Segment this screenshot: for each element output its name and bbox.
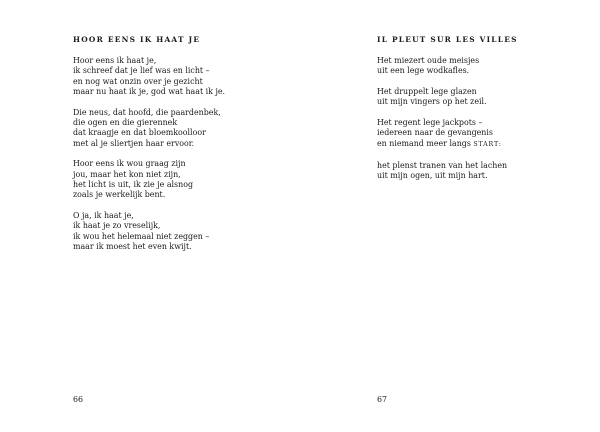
poem-line: uit mijn ogen, uit mijn hart.	[377, 170, 488, 180]
poem-line: Hoor eens ik wou graag zijn	[73, 159, 186, 169]
poem-line: ik wou het helemaal niet zeggen –	[73, 231, 210, 241]
poem-line: zoals je werkelijk bent.	[73, 190, 166, 200]
stanza	[377, 87, 592, 108]
smallcaps-word: START:	[473, 140, 502, 148]
poem-line: het licht is uit, ik zie je alsnog	[73, 179, 193, 189]
page-number: 67	[377, 395, 388, 404]
poem-line: jou, maar het kon niet zijn,	[73, 169, 181, 179]
poem-il-pleut	[377, 35, 592, 192]
poem-title: HOOR EENS IK HAAT JE	[73, 35, 201, 44]
stanza	[377, 118, 592, 150]
poem-line: uit een lege wodkafles.	[377, 66, 470, 76]
poem-title: IL PLEUT SUR LES VILLES	[377, 35, 518, 44]
poem-hoor-eens	[73, 35, 288, 263]
right-page	[300, 0, 600, 432]
stanza	[73, 211, 288, 252]
stanza	[73, 56, 288, 97]
poem-line: maar ik moest het even kwijt.	[73, 241, 192, 251]
stanza	[377, 161, 592, 182]
stanza	[377, 56, 592, 77]
poem-line: Het druppelt lege glazen	[377, 87, 477, 97]
page-number: 66	[73, 395, 84, 404]
poem-line: het plenst tranen van het lachen	[377, 160, 508, 170]
poem-line: Het miezert oude meisjes	[377, 56, 480, 65]
poem-line: Hoor eens ik haat je,	[73, 56, 157, 65]
poem-line: en nog wat onzin over je gezicht	[73, 76, 203, 86]
poem-line: maar nu haat ik je, god wat haat ik je.	[73, 86, 226, 96]
poem-line: ik schreef dat je lief was en licht –	[73, 66, 210, 76]
poem-line: Het regent lege jackpots –	[377, 118, 483, 128]
poem-line: uit mijn vingers op het zeil.	[377, 97, 487, 107]
poem-line: O ja, ik haat je,	[73, 211, 134, 221]
poem-line-with-smallcaps	[377, 139, 592, 150]
line-text: en niemand meer langs	[377, 138, 474, 148]
poem-line: die ogen en die gierennek	[73, 117, 178, 127]
poem-line: Die neus, dat hoofd, die paardenbek,	[73, 107, 221, 117]
stanza	[73, 159, 288, 200]
poem-line: ik haat je zo vreselijk,	[73, 221, 161, 231]
stanza	[73, 108, 288, 149]
poem-line: dat kraagje en dat bloemkoolloor	[73, 128, 206, 138]
poem-line: met al je sliertjen haar ervoor.	[73, 138, 195, 148]
poem-line: iedereen naar de gevangenis	[377, 128, 493, 138]
